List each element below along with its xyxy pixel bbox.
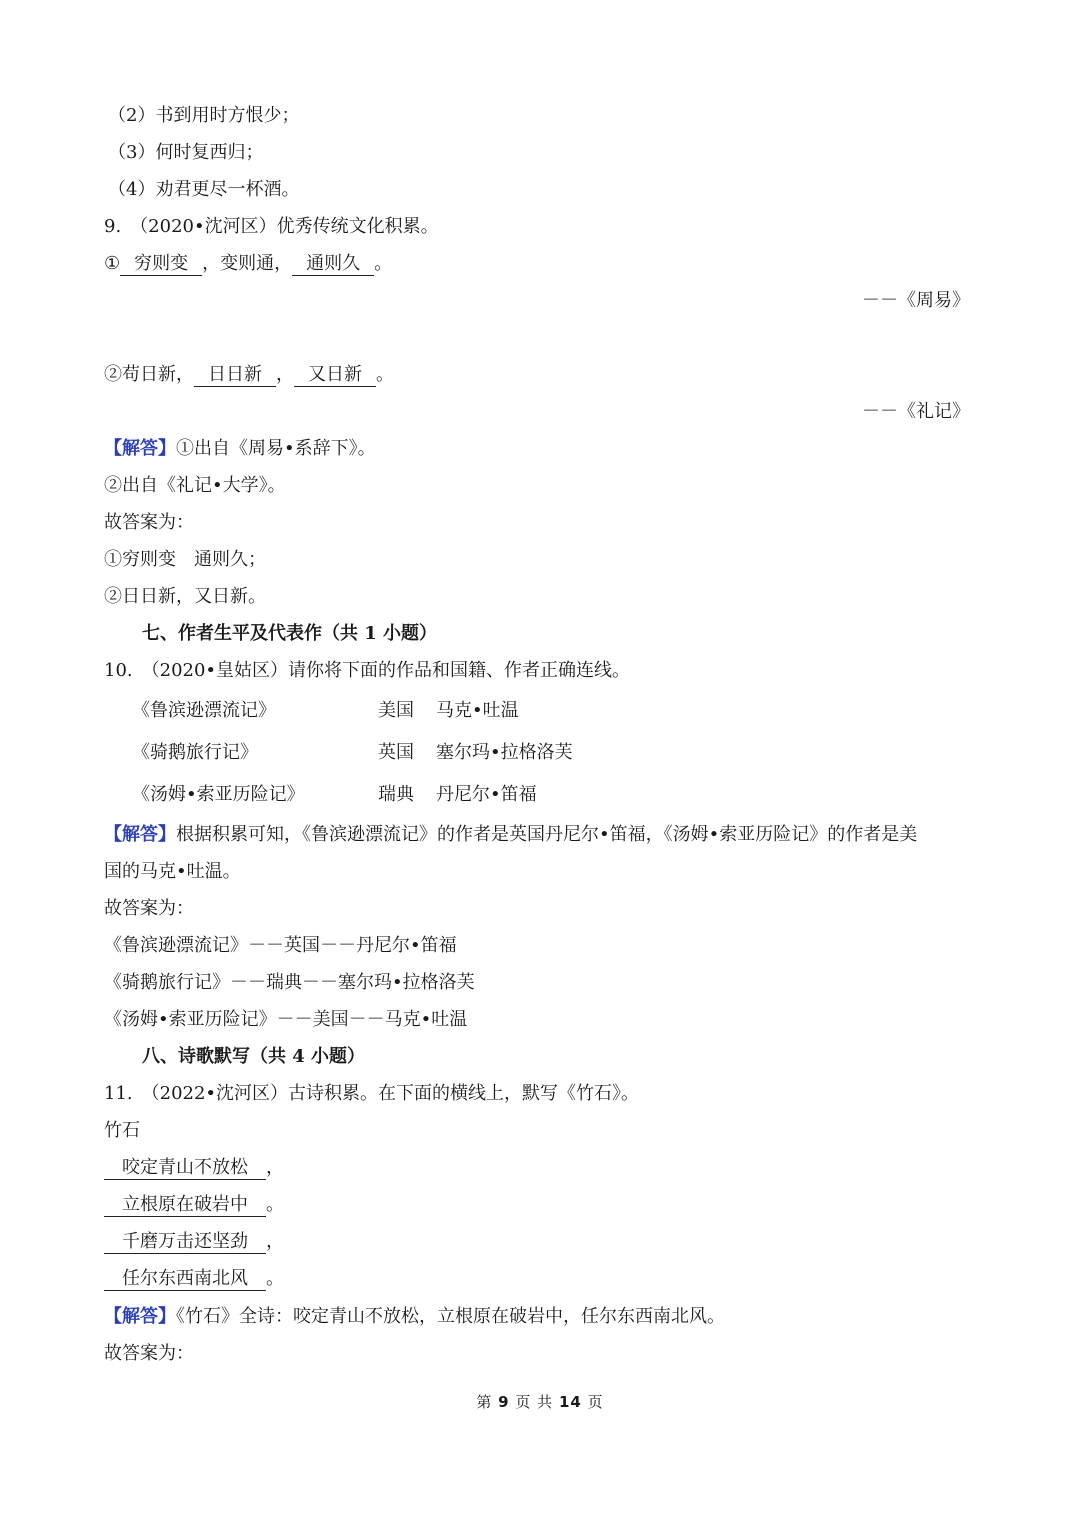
answer-blank: 日日新 <box>194 364 276 387</box>
poem-line <box>104 1193 284 1217</box>
author: 塞尔玛•拉格洛芙 <box>436 742 573 763</box>
footer-text: 页 <box>587 1393 604 1411</box>
section-heading: 七、作者生平及代表作（共 1 小题） <box>142 623 438 644</box>
text: ，变则通， <box>202 253 293 274</box>
footer-text: 第 <box>476 1393 493 1411</box>
text: ②苟日新， <box>104 364 194 385</box>
answer-text: ①出自《周易•系辞下》。 <box>176 438 376 459</box>
final-label: 故答案为： <box>104 1343 194 1364</box>
list-item: （3）何时复西归； <box>108 142 264 163</box>
text: 。 <box>266 1268 284 1289</box>
author: 丹尼尔•笛福 <box>436 784 537 805</box>
question-stem: 9. （2020•沈河区）优秀传统文化积累。 <box>104 216 439 237</box>
answer-tag: 【解答】 <box>104 824 176 845</box>
answer-block <box>104 1305 725 1329</box>
fill-line <box>104 252 392 276</box>
text: ， <box>276 364 294 385</box>
text: ① <box>104 253 121 274</box>
page-number: 9 <box>498 1393 510 1411</box>
poem-line <box>104 1156 284 1180</box>
final-answer: 《骑鹅旅行记》－－瑞典－－塞尔玛•拉格洛芙 <box>104 972 475 993</box>
answer-text: 根据积累可知，《鲁滨逊漂流记》的作者是英国丹尼尔•笛福，《汤姆•索亚历险记》的作者是美 <box>176 824 918 845</box>
answer-text: ②出自《礼记•大学》。 <box>104 475 286 496</box>
country: 英国 <box>378 742 414 763</box>
answer-block <box>104 437 376 461</box>
poem-line <box>104 1267 284 1291</box>
work-title: 《鲁滨逊漂流记》 <box>132 700 276 721</box>
final-answer: ②日日新，又日新。 <box>104 586 266 607</box>
work-title: 《骑鹅旅行记》 <box>132 742 258 763</box>
source-citation: －－《周易》 <box>862 290 970 311</box>
answer-text: 《竹石》全诗：咬定青山不放松，立根原在破岩中，任尔东西南北风。 <box>176 1306 725 1327</box>
author: 马克•吐温 <box>436 700 519 721</box>
question-stem: 10. （2020•皇姑区）请你将下面的作品和国籍、作者正确连线。 <box>104 660 631 681</box>
answer-blank: 穷则变 <box>120 253 202 276</box>
answer-blank: 任尔东西南北风 <box>104 1268 266 1291</box>
country: 瑞典 <box>378 784 414 805</box>
text: 。 <box>374 253 393 274</box>
answer-blank: 立根原在破岩中 <box>104 1194 266 1217</box>
answer-blank: 又日新 <box>294 364 376 387</box>
answer-tag: 【解答】 <box>104 1306 176 1327</box>
work-title: 《汤姆•索亚历险记》 <box>132 784 305 805</box>
final-label: 故答案为： <box>104 898 194 919</box>
footer-text: 页 共 <box>515 1393 554 1411</box>
source-citation: －－《礼记》 <box>862 401 970 422</box>
list-item: （2）书到用时方恨少； <box>108 105 300 126</box>
answer-text: 国的马克•吐温。 <box>104 861 241 882</box>
answer-block <box>104 823 917 847</box>
question-stem: 11. （2022•沈河区）古诗积累。在下面的横线上，默写《竹石》。 <box>104 1083 640 1104</box>
page-footer <box>0 1390 1080 1414</box>
final-answer: ①穷则变 通则久； <box>104 549 266 570</box>
answer-tag: 【解答】 <box>104 438 176 459</box>
text: ， <box>266 1231 284 1252</box>
country: 美国 <box>378 700 414 721</box>
text: ， <box>266 1157 284 1178</box>
list-item: （4）劝君更尽一杯酒。 <box>108 179 300 200</box>
final-answer: 《汤姆•索亚历险记》－－美国－－马克•吐温 <box>104 1009 468 1030</box>
answer-blank: 咬定青山不放松 <box>104 1157 266 1180</box>
poem-line <box>104 1230 284 1254</box>
poem-title: 竹石 <box>104 1120 140 1141</box>
section-heading: 八、诗歌默写（共 4 小题） <box>142 1046 366 1067</box>
final-answer: 《鲁滨逊漂流记》－－英国－－丹尼尔•笛福 <box>104 935 457 956</box>
final-label: 故答案为： <box>104 512 194 533</box>
answer-blank: 通则久 <box>292 253 374 276</box>
text: 。 <box>376 364 394 385</box>
total-pages: 14 <box>558 1393 582 1411</box>
fill-line <box>104 363 394 387</box>
answer-blank: 千磨万击还坚劲 <box>104 1231 266 1254</box>
text: 。 <box>266 1194 284 1215</box>
